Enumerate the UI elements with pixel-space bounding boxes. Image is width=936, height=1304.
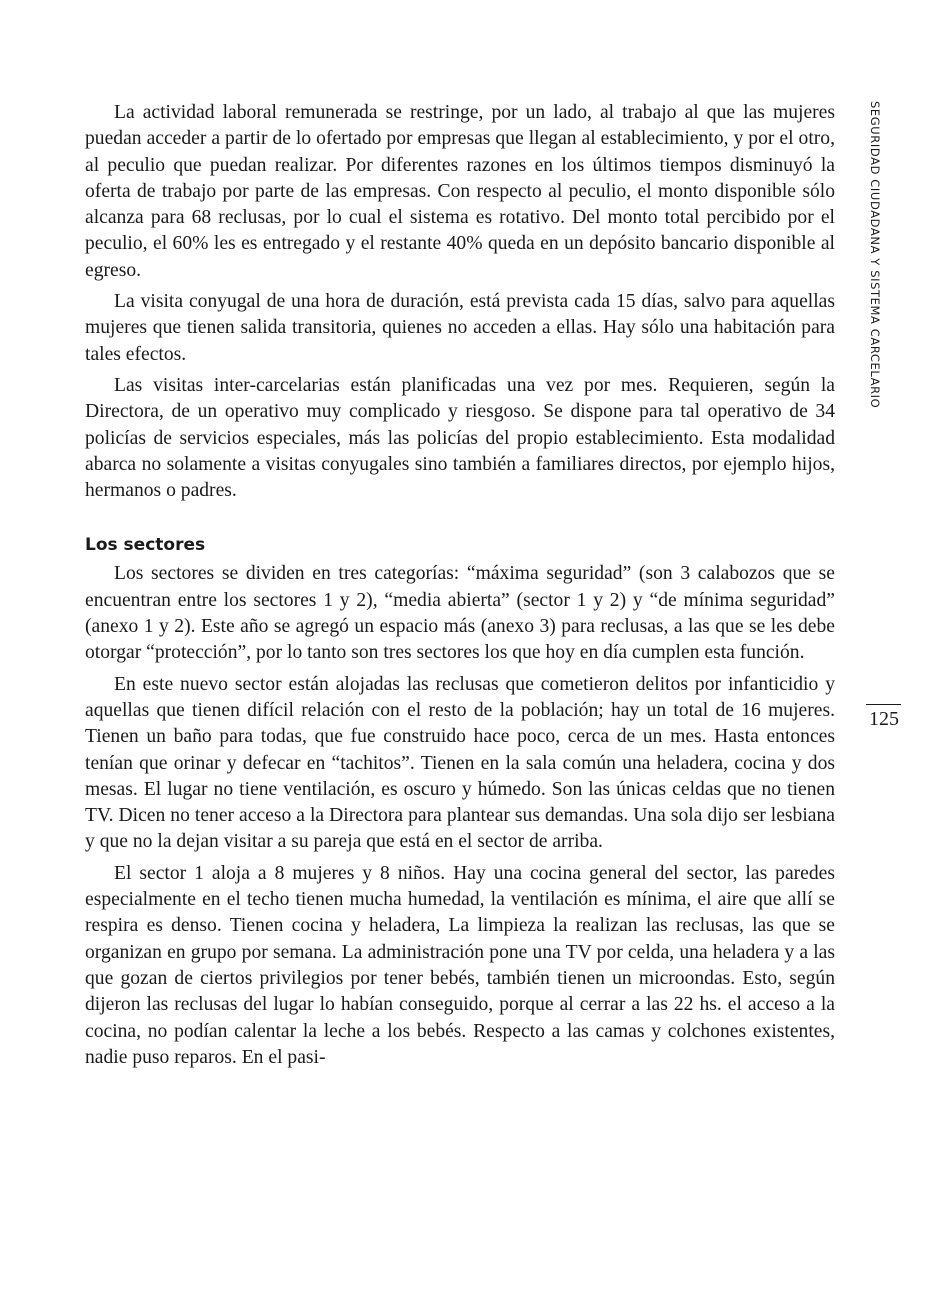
page-number: 125: [869, 708, 899, 730]
paragraph: La visita conyugal de una hora de duración, está prevista cada 15 días, salvo para aquellas mujeres que tienen salida transitoria, quienes no acceden a ellas. Hay sólo una habitación para tales efectos.: [85, 291, 835, 365]
running-head: SEGURIDAD CIUDADANA Y SISTEMA CARCELARIO: [868, 101, 882, 409]
paragraph: Los sectores se dividen en tres categorías: “máxima seguridad” (son 3 calabozos que se encuentran entre los sectores 1 y 2), “media abierta” (sector 1 y 2) y “de mínima seguridad” (anexo 1 y 2). Este año se agregó un espacio más (anexo 3) para reclusas, a las que se les debe otorgar “protección”, por lo tanto son tres sectores los que hoy en día cumplen esta función.: [85, 563, 835, 664]
paragraph: El sector 1 aloja a 8 mujeres y 8 niños. Hay una cocina general del sector, las paredes especialmente en el techo tienen mucha humedad, la ventilación es mínima, el aire que allí se respira es denso. Tienen cocina y heladera, La limpieza la realizan las reclusas, las que se organizan en grupo por semana. La administración pone una TV por celda, una heladera y a las que gozan de ciertos privilegios por tener bebés, también tienen un microondas. Esto, según dijeron las reclusas del lugar lo habían conseguido, porque al cerrar a las 22 hs. el acceso a la cocina, no podían calentar la leche a los bebés. Respecto a las camas y colchones existentes, nadie puso reparos. En el pasi-: [85, 862, 835, 1068]
page-body: [85, 100, 835, 1076]
page-number-rule: [866, 704, 901, 705]
paragraph: La actividad laboral remunerada se restringe, por un lado, al trabajo al que las mujeres puedan acceder a partir de lo ofertado por empresas que llegan al establecimiento, y por el otro, al peculio que puedan realizar. Por diferentes razones en los últimos tiempos disminuyó la oferta de trabajo por parte de las empresas. Con respecto al peculio, el monto disponible sólo alcanza para 68 reclusas, por lo cual el sistema es rotativo. Del monto total percibido por el peculio, el 60% les es entregado y el restante 40% queda en un depósito bancario disponible al egreso.: [85, 102, 835, 281]
section-heading: Los sectores: [85, 535, 206, 556]
paragraph: En este nuevo sector están alojadas las reclusas que cometieron delitos por infanticidio y aquellas que tienen difícil relación con el resto de la población; hay un total de 16 mujeres. Tienen un baño para todas, que fue construido hace poco, cerca de un mes. Hasta entonces tenían que orinar y defecar en “tachitos”. Tienen en la sala común una heladera, cocina y dos mesas. El lugar no tiene ventilación, es oscuro y húmedo. Son las únicas celdas que no tienen TV. Dicen no tener acceso a la Directora para plantear sus demandas. Una sola dijo ser lesbiana y que no la dejan visitar a su pareja que está en el sector de arriba.: [85, 673, 835, 853]
paragraph: Las visitas inter-carcelarias están planificadas una vez por mes. Requieren, según la Directora, de un operativo muy complicado y riesgoso. Se dispone para tal operativo de 34 policías de servicios especiales, más las policías del propio establecimiento. Esta modalidad abarca no solamente a visitas conyugales sino también a familiares directos, por ejemplo hijos, hermanos o padres.: [85, 374, 835, 502]
